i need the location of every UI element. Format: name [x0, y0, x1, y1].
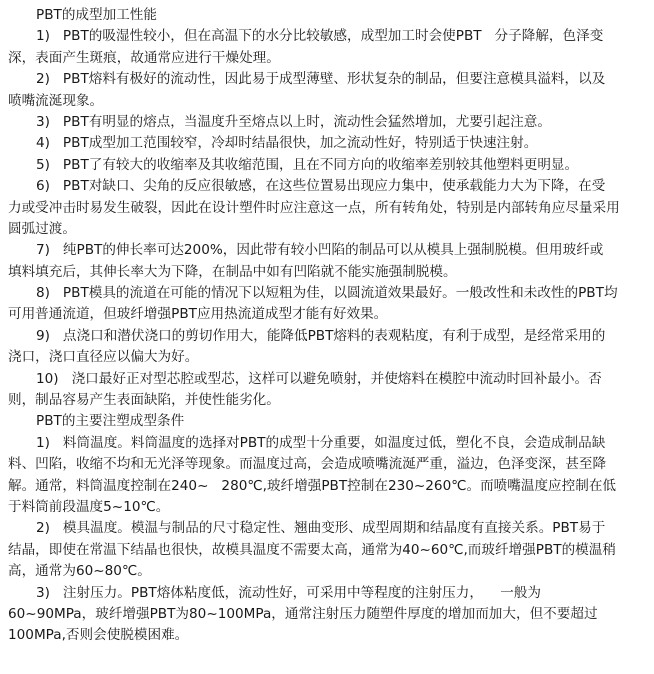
section-heading-processing: PBT的成型加工性能 — [36, 7, 157, 23]
item-6-line-2: 力或受冲击时易发生破裂，因此在设计塑件时应注意这一点，所有转角处，特别是内部转角应尽量采用 — [8, 199, 620, 216]
list-item — [8, 433, 648, 519]
condition-3-line-3: 100MPa,否则会使脱模困难。 — [8, 627, 189, 644]
condition-2-line-3: 高，通常为60~80℃。 — [8, 563, 151, 580]
item-10-line-2: 则，制品容易产生表面缺陷，并使性能劣化。 — [8, 392, 280, 409]
item-6-line-3: 圆弧过渡。 — [8, 220, 76, 237]
list-item — [8, 155, 648, 176]
item-10-line-1: 10) 浇口最好正对型芯腔或型芯，这样可以避免喷射，并使熔料在模腔中流动时回补最小。否 — [36, 370, 602, 387]
item-4-line-1: 4) PBT成型加工范围较窄，冷却时结晶很快，加之流动性好，特别适于快速注射。 — [36, 135, 538, 152]
item-5-line-1: 5) PBT了有较大的收缩率及其收缩范围，且在不同方向的收缩率差别较其他塑料更明显。 — [36, 156, 579, 173]
condition-3-line-1: 3) 注射压力。PBT熔体粘度低，流动性好，可采用中等程度的注射压力， 一般为 — [36, 584, 542, 601]
item-6-line-1: 6) PBT对缺口、尖角的反应很敏感，在这些位置易出现应力集中，使承载能力大为下降，在受 — [36, 178, 606, 195]
section-heading-molding-conditions: PBT的主要注塑成型条件 — [36, 413, 185, 430]
list-item — [8, 112, 648, 133]
condition-2-line-1: 2) 模具温度。模温与制品的尺寸稳定性、翘曲变形、成型周期和结晶度有直接关系。PBT易于 — [36, 520, 606, 537]
item-2-line-2: 喷嘴流涎现象。 — [8, 92, 104, 109]
item-1-line-1: 1) PBT的吸湿性较小，但在高温下的水分比较敏感，成型加工时会使PBT 分子降解，色泽变 — [36, 28, 604, 45]
list-item — [8, 240, 648, 283]
condition-1-line-1: 1) 料筒温度。料筒温度的选择对PBT的成型十分重要，如温度过低，塑化不良，会造成制品缺 — [36, 434, 606, 451]
list-item — [8, 518, 648, 582]
item-7-line-1: 7) 纯PBT的伸长率可达200%，因此带有较小凹陷的制品可以从模具上强制脱模。但用玻纤或 — [36, 242, 604, 259]
item-7-line-2: 填料填充后，其伸长率大为下降，在制品中如有凹陷就不能实施强制脱模。 — [8, 263, 457, 280]
item-8-line-1: 8) PBT模具的流道在可能的情况下以短粗为佳，以圆流道效果最好。一般改性和未改性的PBT均 — [36, 285, 618, 302]
condition-1-line-2: 料、凹陷，收缩不均和无光泽等现象。而温度过高，会造成喷嘴流涎严重，溢边，色泽变深，甚至降 — [8, 456, 607, 473]
list-item — [8, 26, 648, 69]
list-item — [8, 283, 648, 326]
list-item — [8, 326, 648, 369]
list-item — [8, 176, 648, 240]
item-3-line-1: 3) PBT有明显的熔点，当温度升至熔点以上时，流动性会猛然增加，尤要引起注意。 — [36, 113, 551, 130]
condition-3-line-2: 60~90MPa，玻纤增强PBT为80~100MPa，通常注射压力随塑件厚度的增加而加大，但不要超过 — [8, 605, 598, 622]
condition-2-line-2: 结晶，即使在常温下结晶也很快，故模具温度不需要太高，通常为40~60℃,而玻纤增强PBT的模温稍 — [8, 541, 616, 558]
condition-1-line-3: 解。通常，料筒温度控制在240~ 280℃,玻纤增强PBT控制在230~260℃。而喷嘴温度应控制在低 — [8, 477, 617, 494]
list-item — [8, 69, 648, 112]
list-item — [8, 133, 648, 154]
item-9-line-1: 9) 点浇口和潜伏浇口的剪切作用大，能降低PBT熔料的表观粘度，有利于成型，是经常采用的 — [36, 327, 606, 344]
item-1-line-2: 深，表面产生斑痕，故通常应进行干燥处理。 — [8, 49, 280, 66]
item-8-line-2: 可用普通流道，但玻纤增强PBT应用热流道成型才能有好效果。 — [8, 306, 388, 323]
condition-1-line-4: 于料筒前段温度5~10℃。 — [8, 498, 170, 515]
item-9-line-2: 浇口，浇口直径应以偏大为好。 — [8, 349, 199, 366]
list-item — [8, 369, 648, 412]
document-body — [8, 5, 648, 647]
item-2-line-1: 2) PBT熔料有极好的流动性，因此易于成型薄壁、形状复杂的制品，但要注意模具溢料，以及 — [36, 71, 606, 88]
list-item — [8, 583, 648, 647]
